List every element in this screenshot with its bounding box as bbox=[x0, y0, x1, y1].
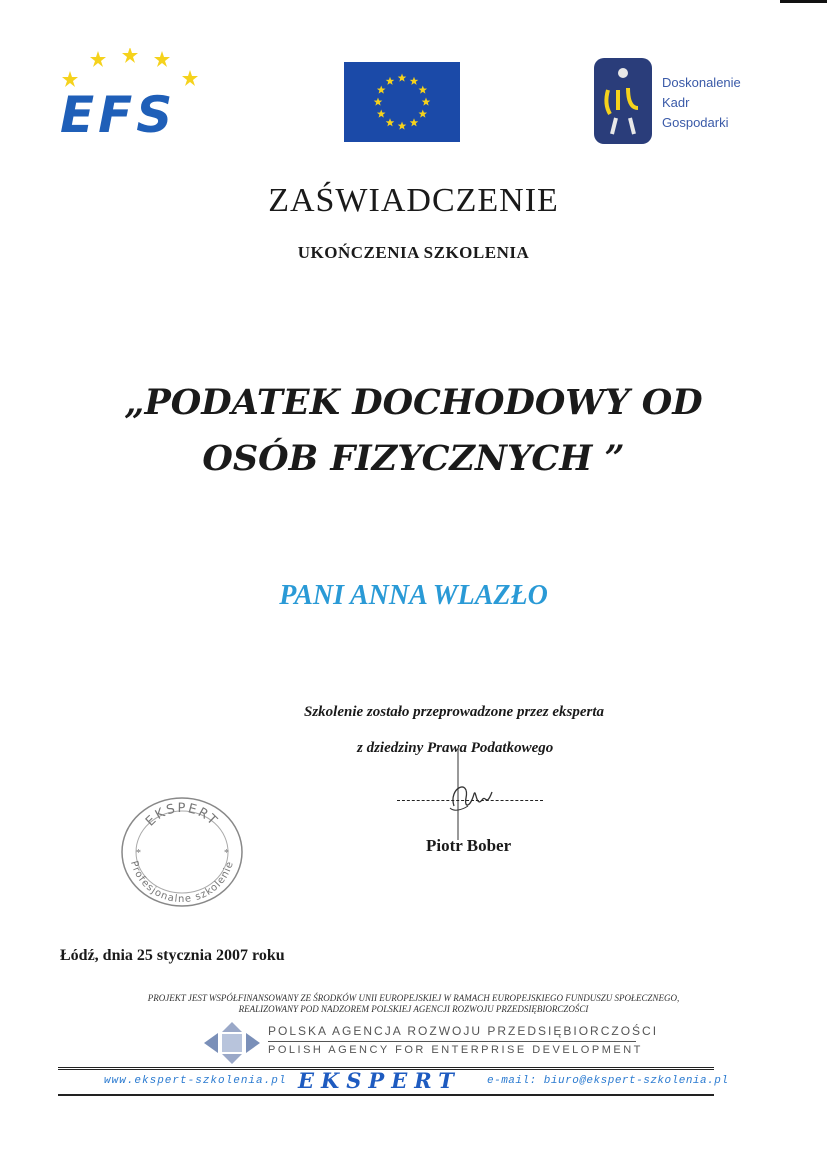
dkg-figure-icon bbox=[594, 58, 652, 144]
signature-icon bbox=[440, 748, 510, 848]
dkg-line-2: Kadr bbox=[662, 95, 690, 110]
efs-logo bbox=[58, 48, 208, 148]
stamp-bottom-text: Profesjonalne szkolenie bbox=[128, 859, 236, 906]
funding-note bbox=[0, 993, 827, 1015]
footer-rule-bottom bbox=[58, 1094, 714, 1096]
eu-flag-icon bbox=[344, 62, 460, 142]
footer-email-link[interactable]: e-mail: biuro@ekspert-szkolenia.pl bbox=[487, 1075, 729, 1087]
footer-website-link[interactable]: www.ekspert-szkolenia.pl bbox=[104, 1075, 287, 1087]
eu-star bbox=[377, 86, 386, 94]
dkg-logo-text bbox=[662, 73, 741, 133]
dkg-line-3: Gospodarki bbox=[662, 115, 729, 130]
eu-star bbox=[374, 98, 383, 106]
signature-line bbox=[397, 800, 543, 801]
course-title bbox=[0, 375, 827, 487]
eu-star bbox=[398, 74, 407, 82]
funding-note-line-2: REALIZOWANY POD NADZOREM POLSKIEJ AGENCJI ROZWOJU PRZEDSIĘBIORCZOŚCI bbox=[238, 1004, 589, 1014]
certificate-title: ZAŚWIADCZENIE bbox=[268, 182, 559, 219]
eu-star bbox=[419, 86, 428, 94]
certificate-subtitle: UKOŃCZENIA SZKOLENIA bbox=[297, 243, 530, 262]
parp-name-en: POLISH AGENCY FOR ENTERPRISE DEVELOPMENT bbox=[268, 1044, 643, 1056]
place-and-date: Łódź, dnia 25 stycznia 2007 roku bbox=[60, 947, 285, 964]
course-title-line-1: „PODATEK DOCHODOWY OD bbox=[124, 382, 703, 423]
eu-star bbox=[410, 118, 419, 126]
expert-field: z dziedziny Prawa Podatkowego bbox=[357, 740, 554, 756]
stamp-star-left: * bbox=[136, 848, 141, 859]
stamp-top-text: EKSPERT bbox=[143, 800, 221, 830]
expert-statement: Szkolenie zostało przeprowadzone przez eksperta bbox=[304, 704, 605, 720]
recipient-name: PANI ANNA WLAZŁO bbox=[279, 580, 548, 611]
parp-divider bbox=[268, 1041, 636, 1042]
signer-name: Piotr Bober bbox=[426, 836, 512, 855]
ekspert-stamp-icon bbox=[120, 796, 244, 908]
star-arc-icon bbox=[58, 48, 208, 88]
efs-logo-text: EFS bbox=[60, 86, 177, 144]
footer-brand: EKSPERT bbox=[298, 1068, 461, 1093]
parp-name-pl: POLSKA AGENCJA ROZWOJU PRZEDSIĘBIORCZOŚCI bbox=[268, 1024, 659, 1038]
scan-edge-line bbox=[780, 0, 827, 3]
eu-star bbox=[410, 77, 419, 85]
stamp-star-right: * bbox=[224, 848, 229, 859]
dkg-line-1: Doskonalenie bbox=[662, 75, 741, 90]
course-title-line-2: OSÓB FIZYCZNYCH ” bbox=[202, 438, 625, 479]
eu-star bbox=[422, 98, 431, 106]
parp-logo-icon bbox=[204, 1022, 260, 1064]
eu-stars bbox=[344, 62, 460, 142]
eu-star bbox=[377, 110, 386, 118]
eu-star bbox=[386, 77, 395, 85]
svg-text:EKSPERT bbox=[143, 801, 221, 830]
svg-text:Profesjonalne szkolenie bbox=[128, 860, 236, 905]
dkg-logo-icon bbox=[594, 58, 652, 144]
eu-star bbox=[398, 122, 407, 130]
eu-star bbox=[386, 118, 395, 126]
funding-note-line-1: PROJEKT JEST WSPÓŁFINANSOWANY ZE ŚRODKÓW UNII EUROPEJSKIEJ W RAMACH EUROPEJSKIEGO FUNDUSZU SPOŁECZNEGO, bbox=[147, 993, 680, 1003]
eu-star bbox=[419, 110, 428, 118]
